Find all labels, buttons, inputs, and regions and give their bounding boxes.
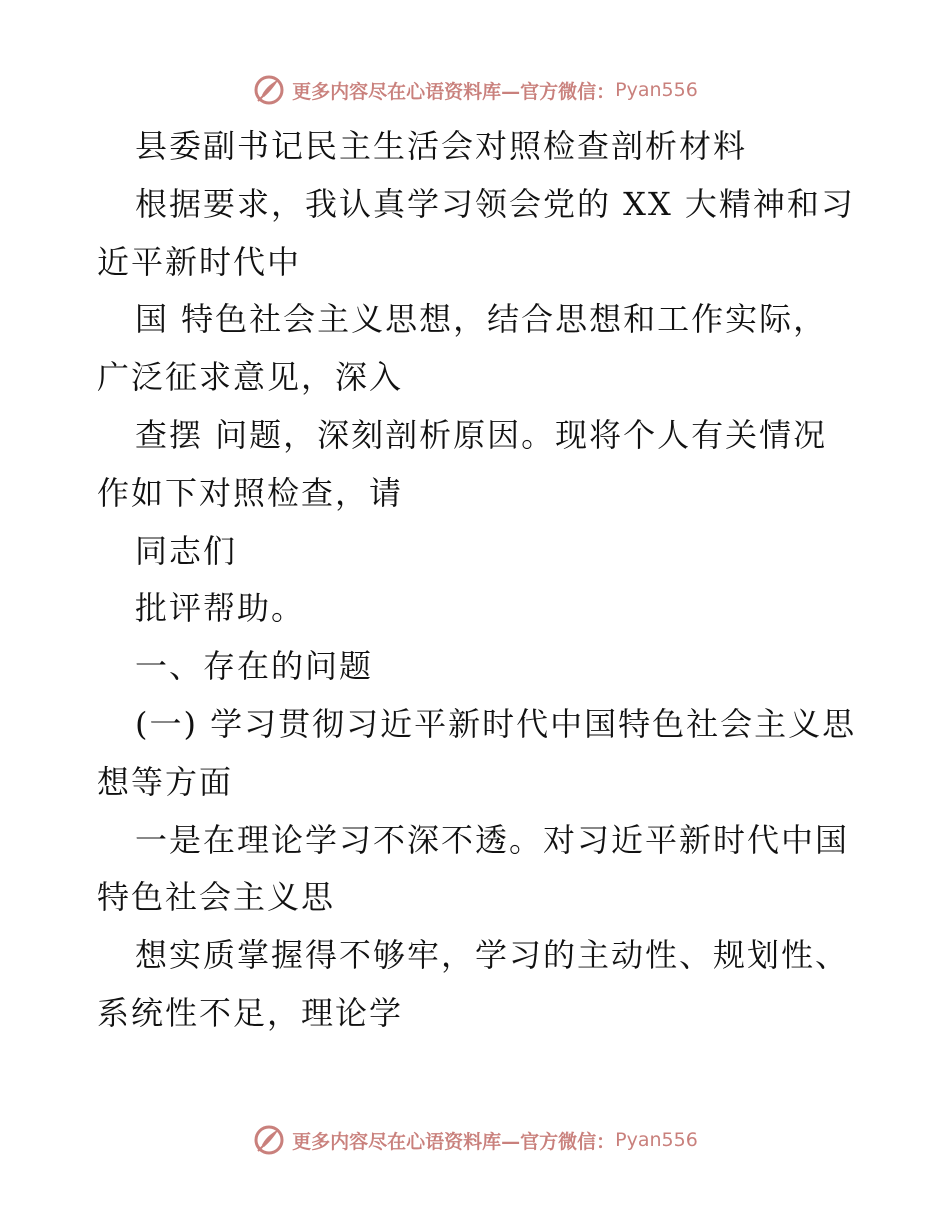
feather-pen-logo-icon bbox=[252, 73, 286, 107]
subsection-heading: (一) 学习贯彻习近平新时代中国特色社会主义思 bbox=[135, 704, 857, 743]
watermark-contact: Pyan556 bbox=[615, 79, 698, 101]
paragraph-line: 一是在理论学习不深不透。对习近平新时代中国 bbox=[135, 820, 850, 859]
paragraph-line: 查摆 问题，深刻剖析原因。现将个人有关情况 bbox=[135, 415, 828, 454]
paragraph-line: 国 特色社会主义思想，结合思想和工作实际， bbox=[135, 300, 828, 339]
paragraph-line: 广泛征求意见，深入 bbox=[97, 358, 404, 397]
footer-watermark bbox=[0, 1120, 950, 1160]
section-heading: 一、存在的问题 bbox=[135, 647, 374, 686]
paragraph-line: 根据要求，我认真学习领会党的 XX 大精神和习 bbox=[135, 184, 855, 223]
watermark-contact: Pyan556 bbox=[615, 1129, 698, 1151]
paragraph-line: 近平新时代中 bbox=[97, 242, 302, 281]
paragraph-line: 作如下对照检查，请 bbox=[97, 473, 404, 512]
document-body bbox=[97, 118, 857, 1043]
paragraph-line: 批评帮助。 bbox=[135, 589, 306, 628]
header-watermark bbox=[0, 70, 950, 110]
paragraph-line: 想实质掌握得不够牢，学习的主动性、规划性、 bbox=[135, 936, 850, 975]
document-title: 县委副书记民主生活会对照检查剖析材料 bbox=[135, 127, 748, 165]
watermark-text: 更多内容尽在心语资料库—官方微信： bbox=[292, 1130, 616, 1153]
paragraph-line: 特色社会主义思 bbox=[97, 878, 336, 917]
subsection-heading-continued: 想等方面 bbox=[97, 762, 234, 801]
feather-pen-logo-icon bbox=[252, 1123, 286, 1157]
paragraph-line: 同志们 bbox=[135, 531, 238, 570]
paragraph-line: 系统性不足，理论学 bbox=[97, 993, 404, 1032]
watermark-text: 更多内容尽在心语资料库—官方微信： bbox=[292, 80, 616, 103]
